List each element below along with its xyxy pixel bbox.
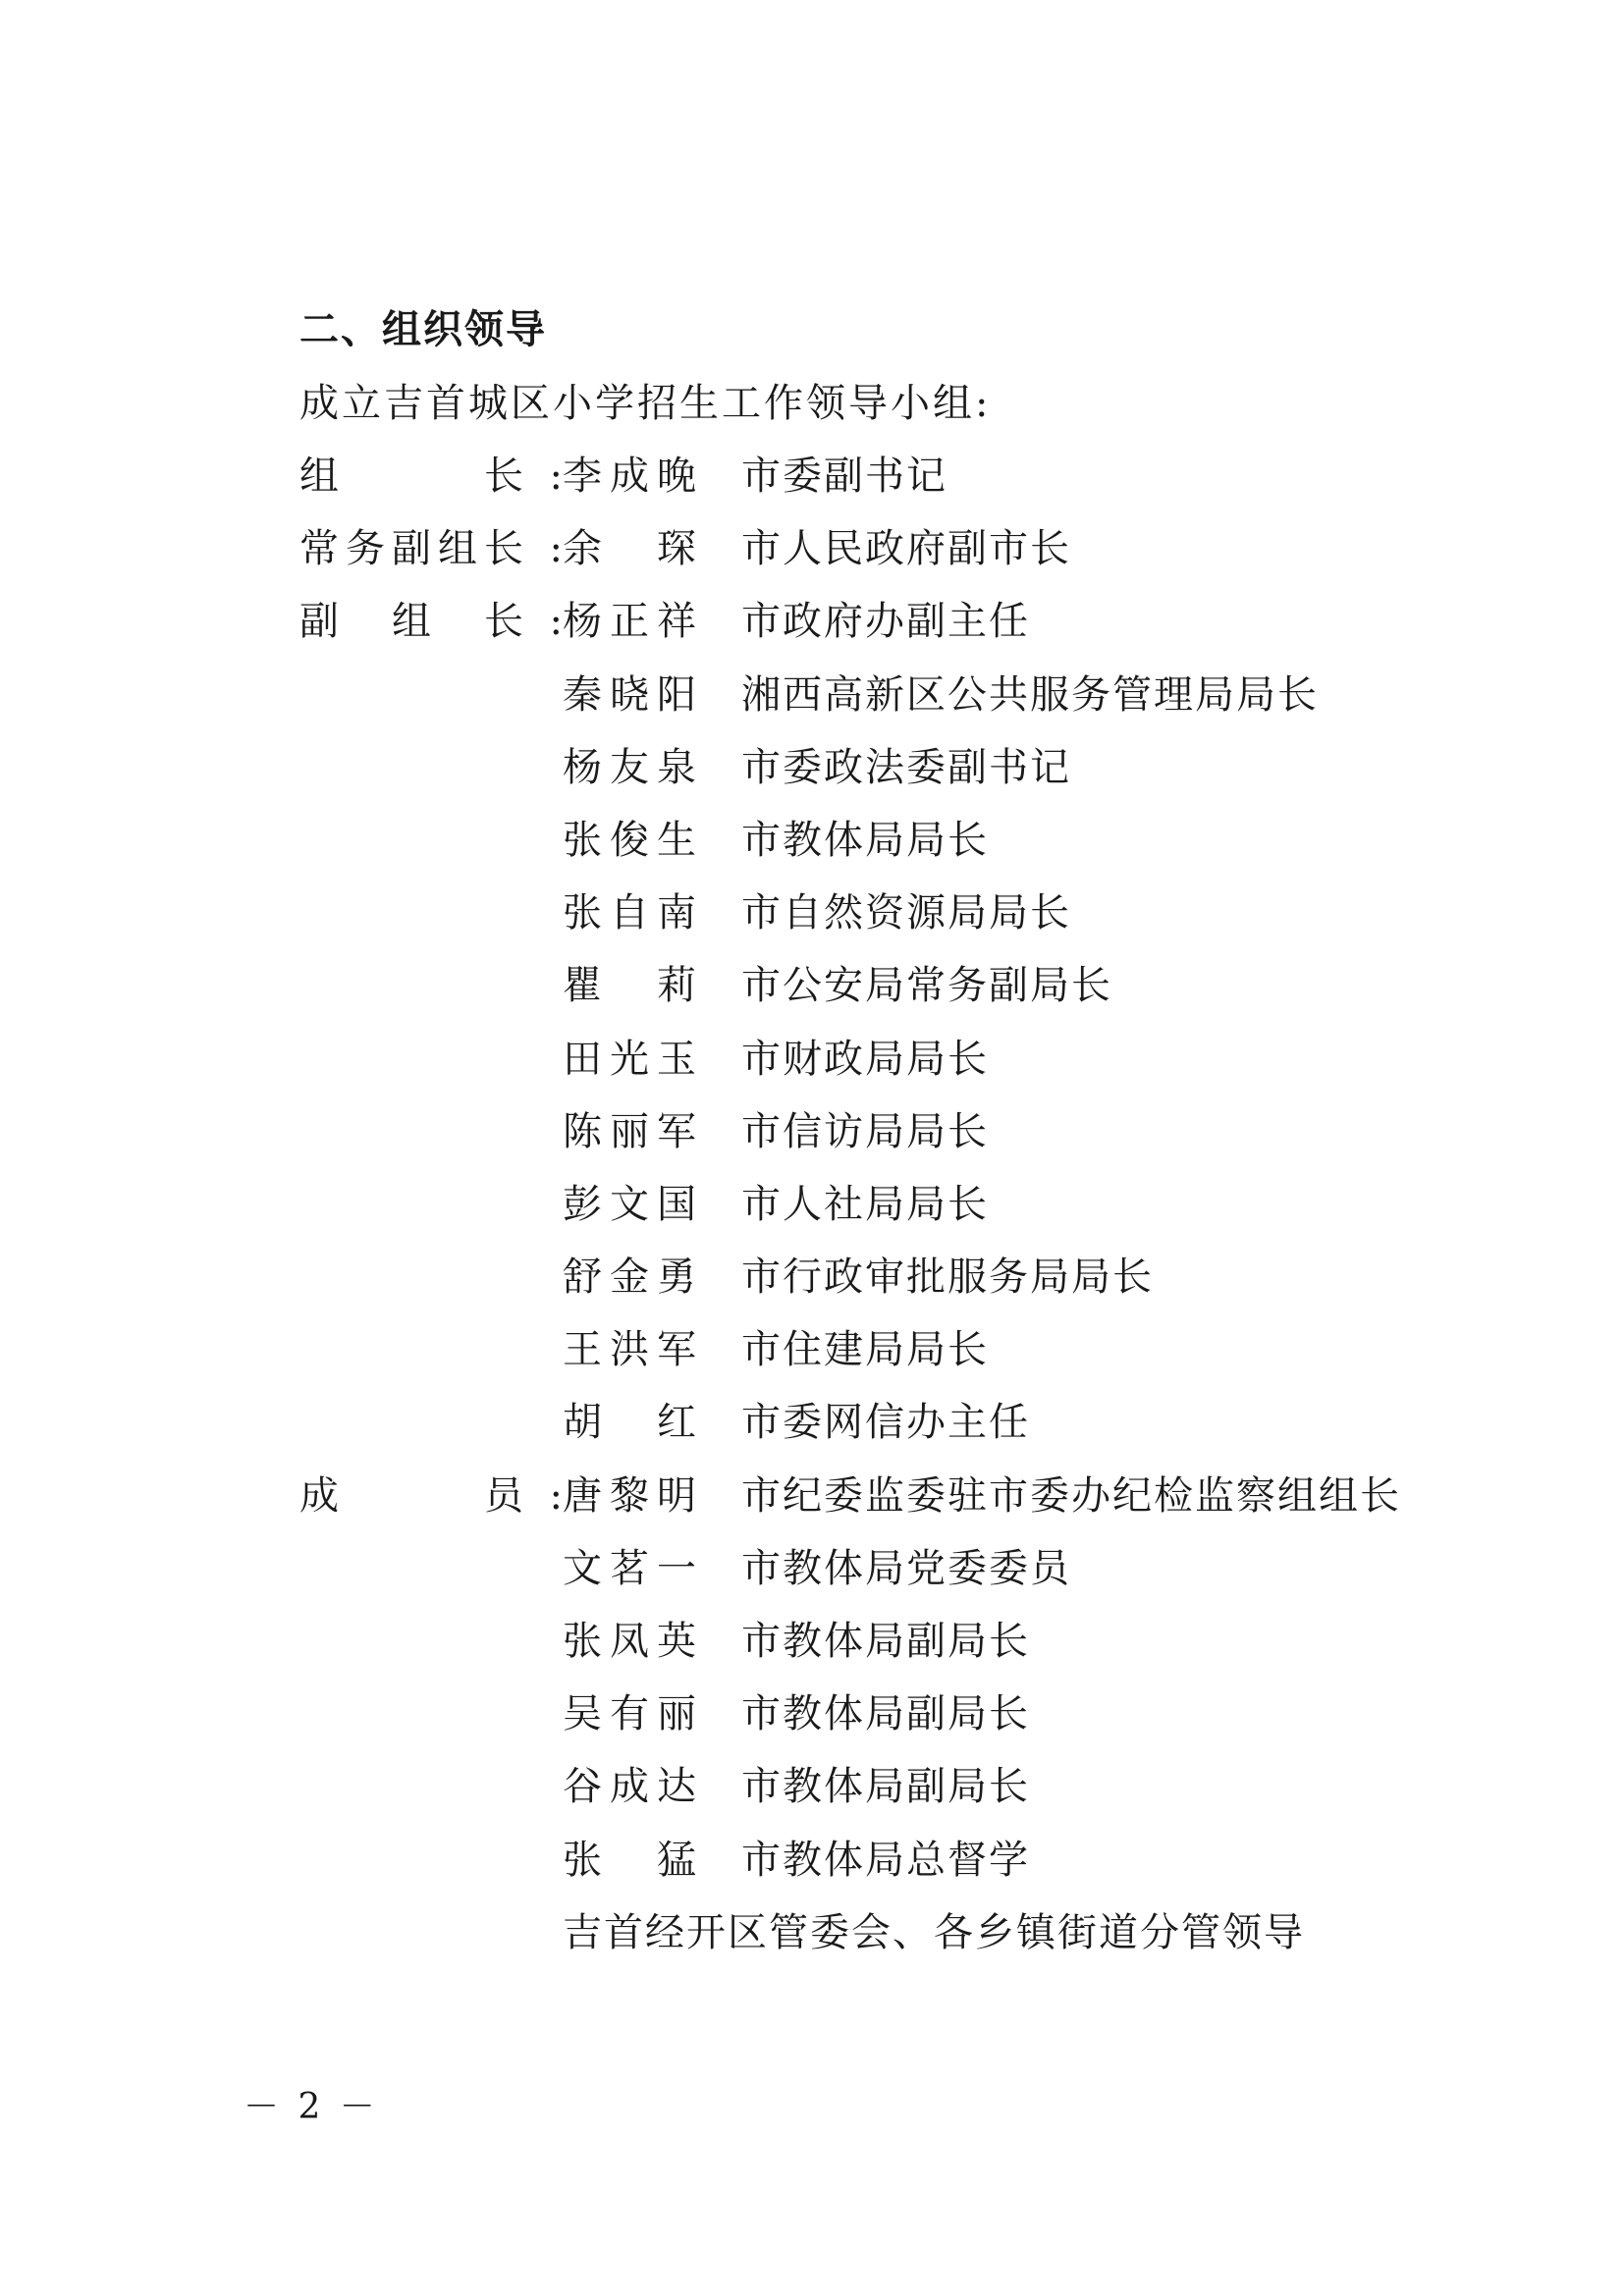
role-char: 长 bbox=[484, 454, 523, 499]
name-char: 英 bbox=[657, 1619, 696, 1664]
roster-row bbox=[299, 1612, 1478, 1684]
member-name bbox=[563, 447, 696, 506]
name-char: 唐 bbox=[563, 1472, 602, 1519]
member-post: 市委政法委副书记 bbox=[741, 744, 1071, 790]
name-char: 生 bbox=[657, 817, 696, 863]
member-post: 市教体局总督学 bbox=[741, 1837, 1030, 1883]
name-char: 谷 bbox=[563, 1764, 602, 1810]
member-post: 市公安局常务副局长 bbox=[741, 963, 1112, 1009]
member-post: 市财政局局长 bbox=[741, 1036, 989, 1082]
member-post: 市委副书记 bbox=[741, 454, 947, 499]
role-char: 长 bbox=[484, 526, 523, 572]
name-char: 田 bbox=[563, 1036, 602, 1082]
name-char: 晓 bbox=[610, 671, 649, 718]
member-name bbox=[563, 519, 696, 578]
name-char: 黎 bbox=[610, 1472, 649, 1519]
member-name bbox=[563, 883, 696, 942]
member-post: 市教体局局长 bbox=[741, 817, 989, 863]
member-post: 市自然资源局局长 bbox=[741, 890, 1071, 936]
role-label bbox=[299, 447, 563, 506]
name-char: 达 bbox=[657, 1764, 696, 1810]
name-char: 茗 bbox=[610, 1545, 649, 1591]
role-char: 副 bbox=[299, 599, 339, 645]
member-post: 市教体局副局长 bbox=[741, 1619, 1030, 1664]
name-char: 一 bbox=[657, 1545, 696, 1591]
roster-row bbox=[299, 666, 1478, 738]
name-char: 光 bbox=[610, 1036, 649, 1082]
roster-row bbox=[299, 738, 1478, 811]
member-post: 市教体局党委委员 bbox=[741, 1545, 1071, 1591]
member-name bbox=[563, 1320, 696, 1379]
member-name bbox=[563, 666, 696, 724]
member-post: 市纪委监委驻市委办纪检监察组组长 bbox=[741, 1472, 1401, 1519]
name-char: 胡 bbox=[563, 1400, 602, 1446]
role-char: 务 bbox=[346, 526, 385, 572]
member-name bbox=[563, 1248, 696, 1307]
roster-row bbox=[299, 447, 1478, 519]
role-char: 副 bbox=[392, 526, 431, 572]
roster-row bbox=[299, 956, 1478, 1029]
intro-paragraph: 成立吉首城区小学招生工作领导小组: bbox=[299, 381, 992, 426]
name-char: 自 bbox=[610, 890, 649, 936]
member-name bbox=[563, 738, 696, 797]
roster-row bbox=[299, 1757, 1478, 1830]
member-name bbox=[563, 1393, 696, 1452]
roster-row bbox=[299, 1030, 1478, 1102]
member-name bbox=[563, 1467, 696, 1525]
role-char: 员 bbox=[484, 1472, 523, 1519]
name-char: 文 bbox=[563, 1545, 602, 1591]
roster-row bbox=[299, 1539, 1478, 1612]
name-char: 瞿 bbox=[563, 963, 602, 1009]
member-post: 市信访局局长 bbox=[741, 1108, 989, 1154]
member-post: 市人民政府副市长 bbox=[741, 526, 1071, 572]
roster-row bbox=[299, 1102, 1478, 1175]
name-char: 莉 bbox=[657, 963, 696, 1009]
role-label bbox=[299, 519, 563, 578]
roster-row bbox=[299, 592, 1478, 665]
name-char: 友 bbox=[610, 744, 649, 790]
name-char: 张 bbox=[563, 817, 602, 863]
page-number: － 2 － bbox=[244, 2087, 379, 2127]
roster-row bbox=[299, 811, 1478, 883]
member-name bbox=[563, 811, 696, 870]
name-char: 凤 bbox=[610, 1619, 649, 1664]
role-colon: : bbox=[549, 1472, 563, 1519]
name-char: 红 bbox=[657, 1400, 696, 1446]
name-char: 军 bbox=[657, 1327, 696, 1373]
name-char: 杨 bbox=[563, 744, 602, 790]
roster-row bbox=[299, 883, 1478, 956]
member-name bbox=[563, 592, 696, 651]
member-name bbox=[563, 956, 696, 1015]
leadership-roster bbox=[299, 447, 1478, 1976]
name-char: 余 bbox=[563, 526, 602, 572]
member-post: 市人社局局长 bbox=[741, 1181, 989, 1227]
member-name bbox=[563, 1030, 696, 1089]
name-char: 丽 bbox=[610, 1108, 649, 1154]
member-name bbox=[563, 1757, 696, 1816]
name-char: 晚 bbox=[657, 454, 696, 499]
name-char: 张 bbox=[563, 1837, 602, 1883]
roster-row bbox=[299, 1903, 1478, 1976]
name-char: 阳 bbox=[657, 671, 696, 718]
member-name: 吉首经开区管委会、各乡镇街道分管领导 bbox=[563, 1909, 1305, 1955]
roster-row bbox=[299, 1467, 1478, 1539]
member-post: 湘西高新区公共服务管理局局长 bbox=[741, 671, 1319, 718]
role-label bbox=[299, 1467, 563, 1525]
name-char: 国 bbox=[657, 1181, 696, 1227]
name-char: 有 bbox=[610, 1691, 649, 1737]
name-char: 金 bbox=[610, 1255, 649, 1301]
name-char: 玉 bbox=[657, 1036, 696, 1082]
name-char: 吴 bbox=[563, 1691, 602, 1737]
member-post: 市委网信办主任 bbox=[741, 1400, 1030, 1446]
roster-row bbox=[299, 1684, 1478, 1757]
role-char: 组 bbox=[299, 454, 339, 499]
member-post: 市教体局副局长 bbox=[741, 1764, 1030, 1810]
name-char: 祥 bbox=[657, 599, 696, 645]
member-post: 市住建局局长 bbox=[741, 1327, 989, 1373]
name-char: 泉 bbox=[657, 744, 696, 790]
name-char: 洪 bbox=[610, 1327, 649, 1373]
name-char: 南 bbox=[657, 890, 696, 936]
name-char: 军 bbox=[657, 1108, 696, 1154]
name-char: 张 bbox=[563, 890, 602, 936]
role-colon: : bbox=[549, 526, 563, 572]
name-char: 陈 bbox=[563, 1108, 602, 1154]
role-colon: : bbox=[549, 454, 563, 499]
role-char: 成 bbox=[299, 1472, 339, 1519]
section-heading: 二、组织领导 bbox=[299, 307, 547, 352]
member-name bbox=[563, 1102, 696, 1161]
role-label bbox=[299, 592, 563, 651]
name-char: 猛 bbox=[657, 1837, 696, 1883]
name-char: 王 bbox=[563, 1327, 602, 1373]
roster-row bbox=[299, 1320, 1478, 1393]
role-char: 常 bbox=[299, 526, 339, 572]
name-char: 秦 bbox=[563, 671, 602, 718]
name-char: 张 bbox=[563, 1619, 602, 1664]
role-char: 组 bbox=[438, 526, 477, 572]
roster-row bbox=[299, 1248, 1478, 1320]
name-char: 琛 bbox=[657, 526, 696, 572]
name-char: 丽 bbox=[657, 1691, 696, 1737]
role-char: 长 bbox=[484, 599, 523, 645]
member-name bbox=[563, 1539, 696, 1598]
member-post: 市教体局副局长 bbox=[741, 1691, 1030, 1737]
name-char: 文 bbox=[610, 1181, 649, 1227]
name-char: 明 bbox=[657, 1472, 696, 1519]
name-char: 勇 bbox=[657, 1255, 696, 1301]
role-colon: : bbox=[549, 599, 563, 645]
member-name bbox=[563, 1831, 696, 1890]
member-post: 市政府办副主任 bbox=[741, 599, 1030, 645]
member-name bbox=[563, 1612, 696, 1671]
name-char: 成 bbox=[610, 1764, 649, 1810]
name-char: 李 bbox=[563, 454, 602, 499]
name-char: 彭 bbox=[563, 1181, 602, 1227]
role-char: 组 bbox=[392, 599, 431, 645]
roster-row bbox=[299, 519, 1478, 592]
name-char: 正 bbox=[610, 599, 649, 645]
name-char: 杨 bbox=[563, 599, 602, 645]
name-char: 舒 bbox=[563, 1255, 602, 1301]
member-post: 市行政审批服务局局长 bbox=[741, 1255, 1154, 1301]
name-char: 俊 bbox=[610, 817, 649, 863]
name-char: 成 bbox=[610, 454, 649, 499]
roster-row bbox=[299, 1831, 1478, 1903]
roster-row bbox=[299, 1393, 1478, 1466]
member-name bbox=[563, 1175, 696, 1234]
roster-row bbox=[299, 1175, 1478, 1248]
member-name bbox=[563, 1684, 696, 1743]
